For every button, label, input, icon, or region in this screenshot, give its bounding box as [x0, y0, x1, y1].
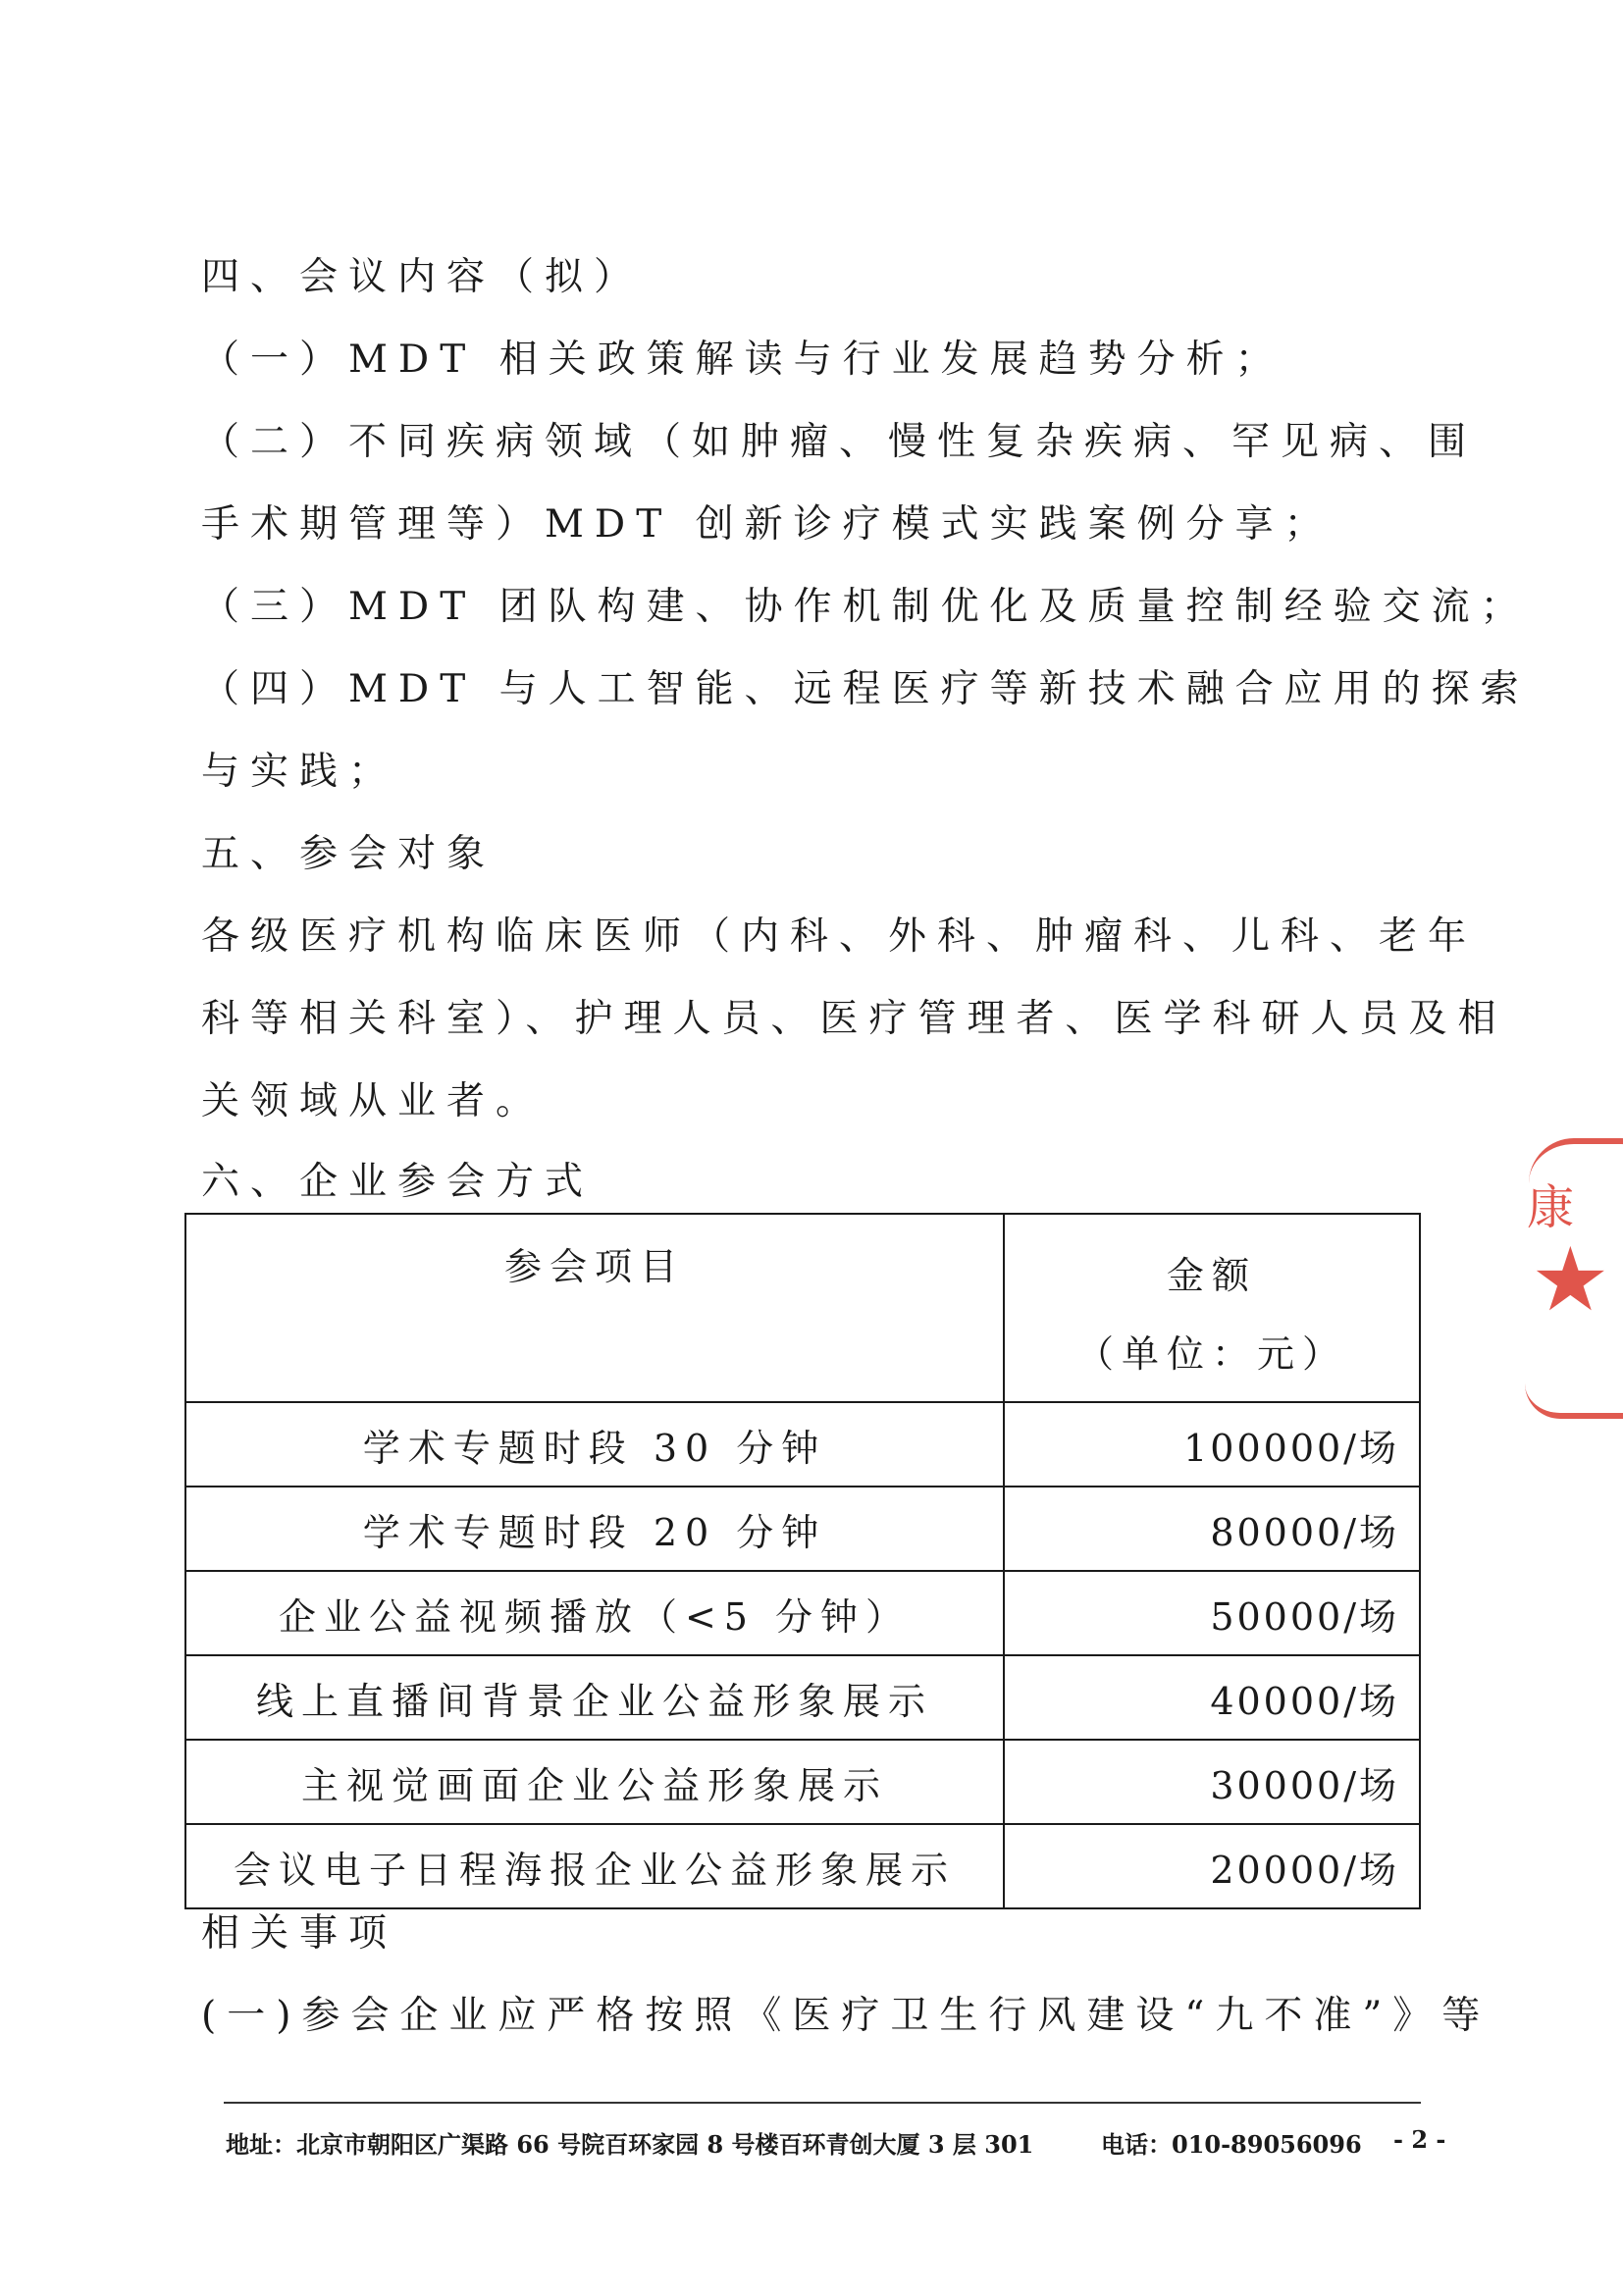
table-row: [185, 1824, 1420, 1908]
row-item: 企业公益视频播放（<5 分钟）: [185, 1571, 1004, 1655]
table-row: [185, 1402, 1420, 1487]
row-amount: 50000/场: [1004, 1571, 1420, 1655]
table-header-amount: [1004, 1214, 1420, 1402]
content-item-4-cont: 与实践；: [201, 750, 398, 794]
content-item-2-cont: 手术期管理等）MDT 创新诊疗模式实践案例分享；: [201, 502, 1334, 547]
footer-divider: [224, 2102, 1421, 2104]
table-row: [185, 1571, 1420, 1655]
fee-table: [184, 1213, 1421, 1909]
row-item: 会议电子日程海报企业公益形象展示: [185, 1824, 1004, 1908]
section-heading-enterprise: 六、企业参会方式: [201, 1160, 595, 1204]
row-item: 学术专题时段 20 分钟: [185, 1487, 1004, 1571]
participants-text-1: 各级医疗机构临床医师（内科、外科、肿瘤科、儿科、老年: [201, 914, 1478, 959]
row-item: 线上直播间背景企业公益形象展示: [185, 1655, 1004, 1740]
content-item-1: （一）MDT 相关政策解读与行业发展趋势分析；: [201, 338, 1284, 382]
row-amount: 20000/场: [1004, 1824, 1420, 1908]
row-amount: 100000/场: [1004, 1402, 1420, 1487]
content-item-2: （二）不同疾病领域（如肿瘤、慢性复杂疾病、罕见病、围: [201, 420, 1478, 464]
table-row: [185, 1740, 1420, 1824]
row-item: 学术专题时段 30 分钟: [185, 1402, 1004, 1487]
row-item: 主视觉画面企业公益形象展示: [185, 1740, 1004, 1824]
participants-text-3: 关领域从业者。: [201, 1079, 546, 1123]
table-row: [185, 1487, 1420, 1571]
row-amount: 80000/场: [1004, 1487, 1420, 1571]
footer-phone: 电话：010-89056096: [1101, 2130, 1362, 2159]
related-matter-1: (一)参会企业应严格按照《医疗卫生行风建设“九不准”》等: [201, 1994, 1492, 2038]
amount-label: 金额: [1166, 1254, 1257, 1297]
seal-arc-bottom: [1525, 1383, 1623, 1419]
table-row: [185, 1655, 1420, 1740]
section-heading-participants: 五、参会对象: [201, 832, 497, 876]
seal-character: 康: [1527, 1180, 1575, 1235]
seal-star-icon: ★: [1531, 1228, 1610, 1331]
footer-address: 地址：北京市朝阳区广渠路 66 号院百环家园 8 号楼百环青创大厦 3 层 301: [226, 2130, 1034, 2159]
row-amount: 40000/场: [1004, 1655, 1420, 1740]
participants-text-2: 科等相关科室）、护理人员、医疗管理者、医学科研人员及相: [201, 997, 1507, 1041]
row-amount: 30000/场: [1004, 1740, 1420, 1824]
unit-label: （单位：元）: [1075, 1332, 1347, 1376]
official-seal-stamp: [1509, 1128, 1623, 1442]
section-heading-related-matters: 相关事项: [201, 1911, 398, 1956]
content-item-3: （三）MDT 团队构建、协作机制优化及质量控制经验交流；: [201, 585, 1530, 629]
section-heading-meeting-content: 四、会议内容（拟）: [201, 255, 644, 299]
table-header-item: 参会项目: [185, 1214, 1004, 1402]
content-item-4: （四）MDT 与人工智能、远程医疗等新技术融合应用的探索: [201, 667, 1530, 711]
page-number: - 2 -: [1393, 2125, 1446, 2154]
